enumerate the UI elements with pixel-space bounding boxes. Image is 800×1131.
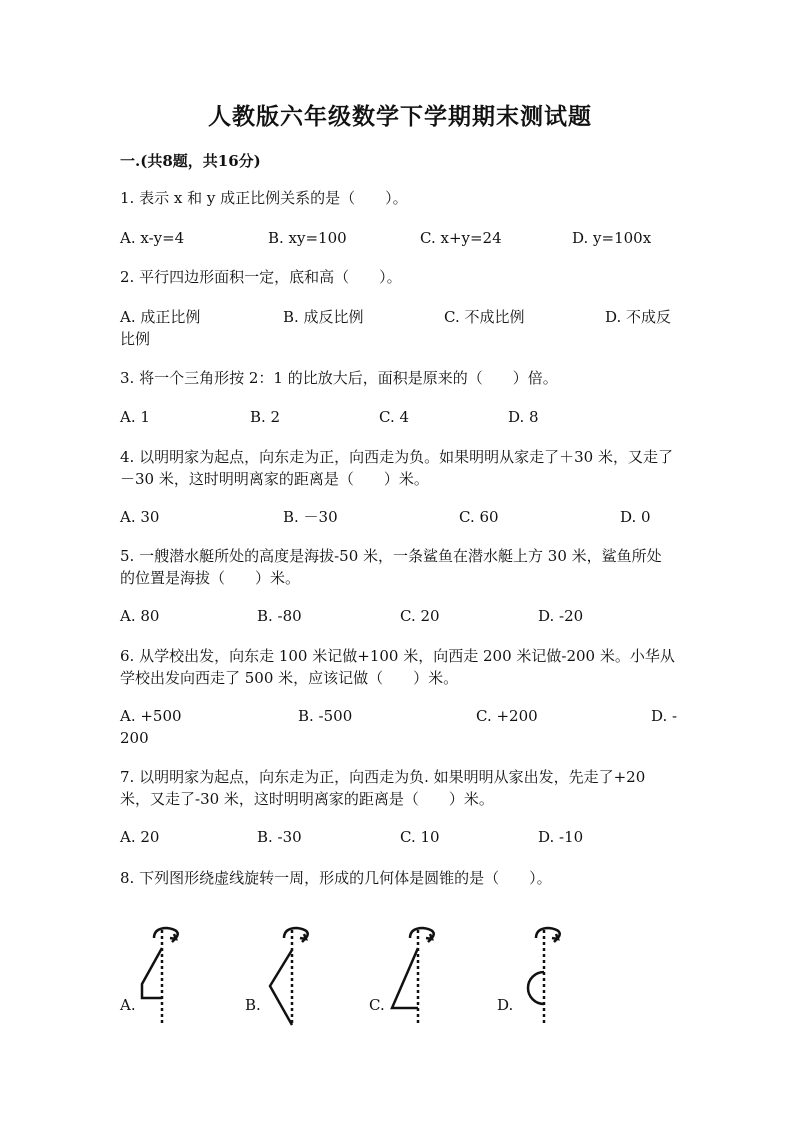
q5-option-c[interactable]: C. 20 (400, 607, 440, 625)
q6-option-b[interactable]: B. -500 (298, 707, 353, 725)
q7-option-d[interactable]: D. -10 (538, 828, 584, 846)
question-5: 5. 一艘潜水艇所处的高度是海拔-50 米，一条鲨鱼在潜水艇上方 30 米，鲨鱼所处的位置是海拔（ ）米。 (120, 547, 662, 587)
q4-option-d[interactable]: D. 0 (620, 508, 651, 526)
q5-option-b[interactable]: B. -80 (257, 607, 302, 625)
q4-option-b[interactable]: B. －30 (283, 508, 338, 526)
q2-option-d[interactable]: D. 不成反 (605, 308, 672, 326)
q8-option-d[interactable]: D. (497, 996, 514, 1014)
q6-option-d-wrap: 200 (120, 729, 149, 747)
question-6: 6. 从学校出发，向东走 100 米记做+100 米，向西走 200 米记做-200 米。小华从学校出发向西走了 500 米，应该记做（ ）米。 (120, 647, 675, 687)
rotated-shape-a (142, 948, 162, 998)
question-1: 1. 表示 x 和 y 成正比例关系的是（ ）。 (120, 189, 408, 207)
q8-option-c[interactable]: C. (369, 996, 385, 1014)
q5-option-a[interactable]: A. 80 (120, 607, 160, 625)
q7-option-b[interactable]: B. -30 (257, 828, 302, 846)
rotated-shape-d (528, 972, 544, 1004)
q7-option-c[interactable]: C. 10 (400, 828, 440, 846)
rotated-shape-b (270, 950, 292, 1025)
q1-option-b[interactable]: B. xy=100 (268, 229, 347, 247)
arrowhead-icon (552, 934, 558, 939)
q2-option-a[interactable]: A. 成正比例 (120, 308, 201, 326)
q2-option-d-wrap: 比例 (120, 330, 151, 348)
section-heading: 一.(共8题，共16分) (120, 152, 261, 170)
question-3: 3. 将一个三角形按 2：1 的比放大后，面积是原来的（ ）倍。 (120, 369, 558, 387)
q7-option-a[interactable]: A. 20 (120, 828, 160, 846)
q3-option-d[interactable]: D. 8 (508, 408, 539, 426)
q3-option-a[interactable]: A. 1 (120, 408, 150, 426)
question-7: 7. 以明明家为起点，向东走为正，向西走为负. 如果明明从家出发，先走了+20 米，又走了-30 米，这时明明离家的距离是（ ）米。 (120, 768, 646, 808)
q8-figure-a[interactable] (132, 920, 192, 1030)
page-title: 人教版六年级数学下学期期末测试题 (208, 103, 592, 130)
question-2: 2. 平行四边形面积一定，底和高（ ）。 (120, 268, 402, 286)
q4-option-c[interactable]: C. 60 (459, 508, 499, 526)
q8-figure-b[interactable] (262, 920, 322, 1030)
q6-option-a[interactable]: A. +500 (120, 707, 182, 725)
rotated-shape-c (392, 948, 418, 1008)
q3-option-b[interactable]: B. 2 (250, 408, 281, 426)
arrowhead-icon (170, 934, 176, 939)
q8-figure-d[interactable] (514, 920, 574, 1030)
arrowhead-icon (300, 934, 306, 939)
q6-option-c[interactable]: C. +200 (476, 707, 538, 725)
q8-option-a[interactable]: A. (120, 996, 136, 1014)
q1-option-c[interactable]: C. x+y=24 (420, 229, 502, 247)
question-4: 4. 以明明家为起点，向东走为正，向西走为负。如果明明从家走了＋30 米，又走了－30 米，这时明明离家的距离是（ ）米。 (120, 448, 673, 488)
q1-option-a[interactable]: A. x-y=4 (120, 229, 185, 247)
q2-option-b[interactable]: B. 成反比例 (283, 308, 364, 326)
q8-option-b[interactable]: B. (245, 996, 261, 1014)
q6-option-d[interactable]: D. - (651, 707, 678, 725)
question-8: 8. 下列图形绕虚线旋转一周，形成的几何体是圆锥的是（ ）。 (120, 869, 552, 887)
q2-option-c[interactable]: C. 不成比例 (444, 308, 525, 326)
q8-figure-c[interactable] (388, 920, 448, 1030)
q4-option-a[interactable]: A. 30 (120, 508, 160, 526)
arrowhead-icon (426, 934, 432, 939)
q3-option-c[interactable]: C. 4 (379, 408, 410, 426)
q1-option-d[interactable]: D. y=100x (572, 229, 652, 247)
q5-option-d[interactable]: D. -20 (538, 607, 584, 625)
